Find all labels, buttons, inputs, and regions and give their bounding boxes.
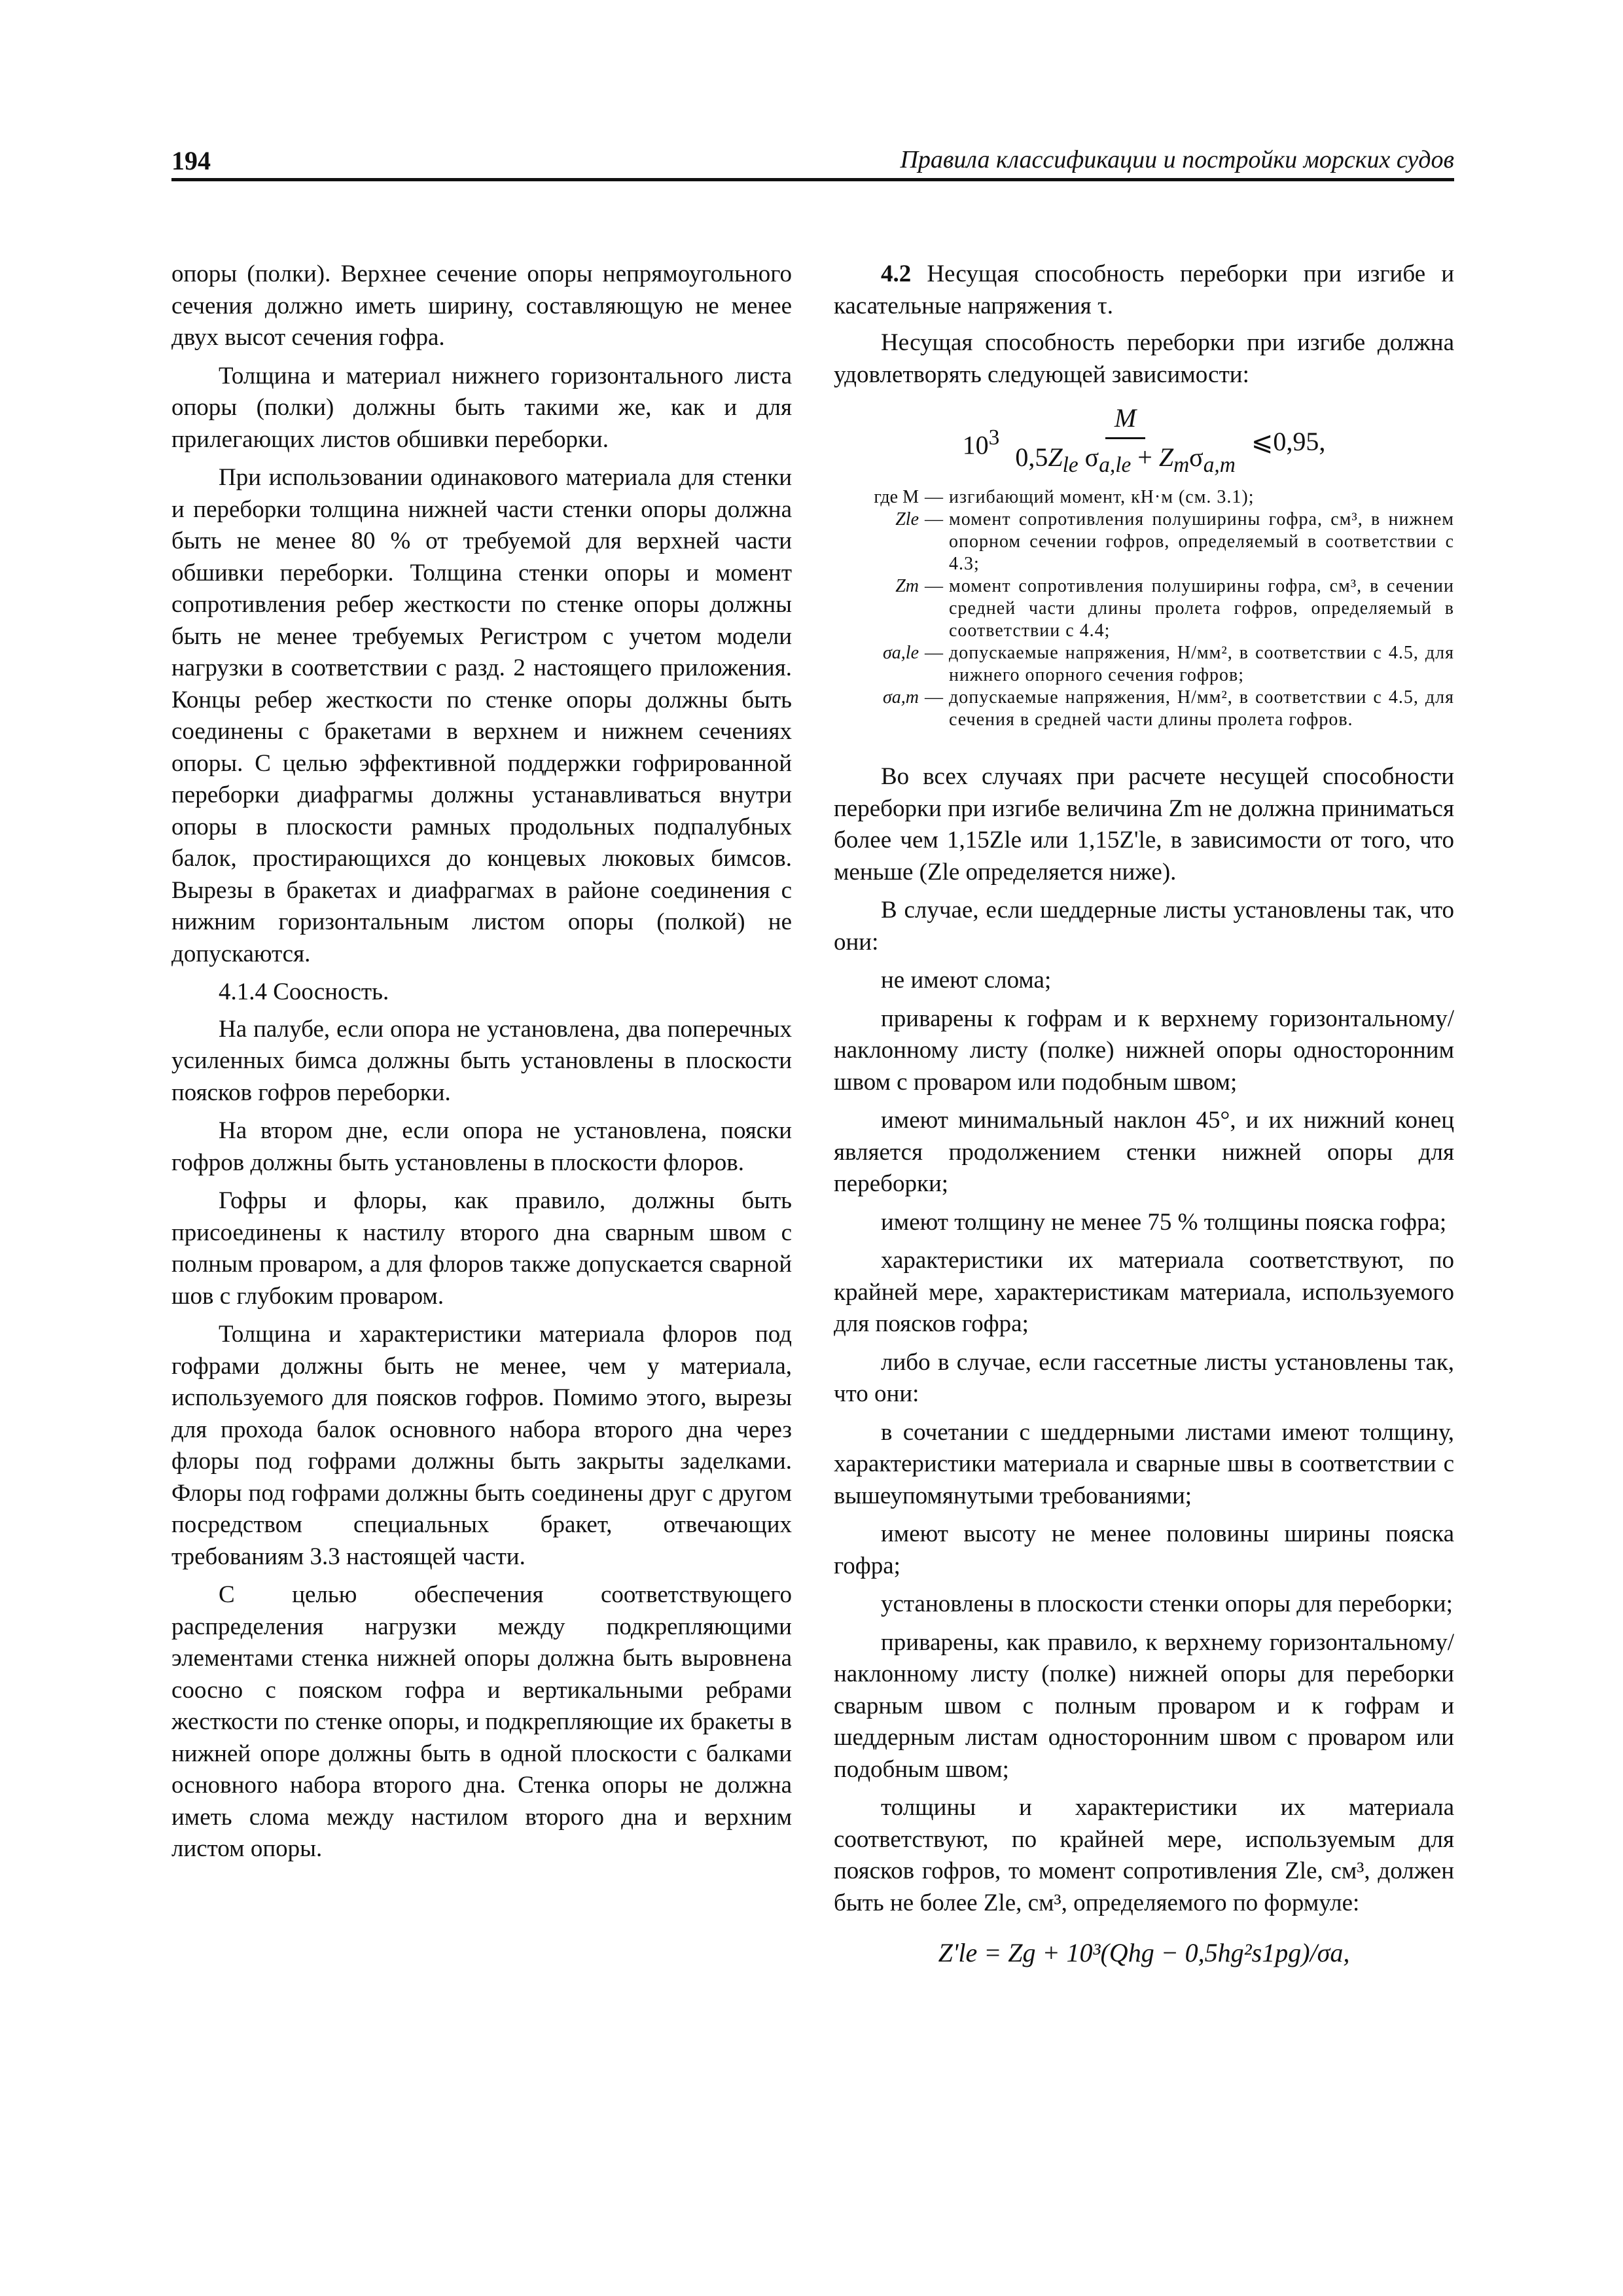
formula-fraction <box>1006 403 1244 481</box>
formula-definitions <box>834 486 1454 731</box>
paragraph: Во всех случаях при расчете несущей способности переборки при изгибе величина Zm не должна приниматься более чем 1,15Zle или 1,15Z'le, в зависимости от того, что меньше (Zle определяется ниже). <box>834 763 1454 886</box>
paragraph: толщины и характеристики их материала соответствуют, по крайней мере, используемым для поясков гофров, то момент сопротивления Zle, см³, должен быть не более Zle, см³, определяемого по формуле: <box>834 1794 1454 1916</box>
section-title: Соосность. <box>273 978 389 1005</box>
formula-rhs: ⩽0,95, <box>1251 426 1326 456</box>
paragraph: Толщина и материал нижнего горизонтального листа опоры (полки) должны быть такими же, как и для прилегающих листов обшивки переборки. <box>171 362 792 453</box>
paragraph: С целью обеспечения соответствующего распределения нагрузки между подкрепляющими элементами стенка нижней опоры должна быть выровнена соосно с пояском гофра и вертикальными ребрами жесткости по стенке опоры, и подкрепляющие их бракеты в нижней опоре должны быть в одной плоскости с балками основного набора второго дна. Стенка опоры не должна иметь слома между настилом второго дна и верхним листом опоры. <box>171 1581 792 1862</box>
definition-row: σa,m — допускаемые напряжения, Н/мм², в соответствии с 4.5, для сечения в средней части длины пролета гофров. <box>882 687 1454 730</box>
section-number: 4.1.4 <box>219 978 267 1005</box>
bending-capacity-formula <box>834 403 1454 477</box>
page-header <box>171 145 1454 179</box>
paragraph: Несущая способность переборки при изгибе должна удовлетворять следующей зависимости: <box>834 329 1454 388</box>
paragraph: не имеют слома; <box>881 967 1052 994</box>
left-column <box>171 259 792 1872</box>
paragraph: характеристики их материала соответствуют, по крайней мере, характеристикам материала, используемого для поясков гофра; <box>834 1247 1454 1337</box>
right-column <box>834 259 1454 1969</box>
paragraph: имеют высоту не менее половины ширины пояска гофра; <box>834 1520 1454 1579</box>
paragraph: опоры (полки). Верхнее сечение опоры непрямоугольного сечения должно иметь ширину, составляющую не менее двух высот сечения гофра. <box>171 260 792 351</box>
section-number: 4.2 <box>881 260 912 287</box>
definition-row: где M — изгибающий момент, кН·м (см. 3.1); <box>874 487 1255 507</box>
paragraph: имеют минимальный наклон 45°, и их нижний конец является продолжением стенки нижней опоры для переборки; <box>834 1107 1454 1197</box>
paragraph: приварены к гофрам и к верхнему горизонтальному/наклонному листу (полке) нижней опоры односторонним швом с проваром или подобным швом; <box>834 1005 1454 1096</box>
paragraph: либо в случае, если гассетные листы установлены так, что они: <box>834 1348 1454 1407</box>
paragraph: На палубе, если опора не установлена, два поперечных усиленных бимса должны быть установлены в плоскости поясков гофров переборки. <box>171 1015 792 1106</box>
paragraph: На втором дне, если опора не установлена, пояски гофров должны быть установлены в плоскости флоров. <box>171 1117 792 1176</box>
definition-row: σa,le — допускаемые напряжения, Н/мм², в соответствии с 4.5, для нижнего опорного сечения гофров; <box>882 643 1454 685</box>
formula-coefficient: $10^3$ <box>962 425 1000 460</box>
formula-denominator: $0,5Z_{le}$ $\sigma_{a,le} + Z_m\sigma_{a,m}$ <box>1015 442 1236 477</box>
paragraph: В случае, если шеддерные листы установлены так, что они: <box>834 897 1454 956</box>
paragraph: Гофры и флоры, как правило, должны быть присоединены к настилу второго дна сварным швом с полным проваром, а для флоров также допускается сварной шов с глубоким проваром. <box>171 1187 792 1310</box>
section-modulus-formula: Z'le = Zg + 10³(Qhg − 0,5hg²s1pg)/σa, <box>938 1938 1350 1967</box>
paragraph: в сочетании с шеддерными листами имеют толщину, характеристики материала и сварные швы в соответствии с вышеупомянутыми требованиями; <box>834 1418 1454 1509</box>
paragraph: При использовании одинакового материала для стенки и переборки толщина нижней части стенки опоры должна быть не менее 80 % от требуемой для верхней части обшивки переборки. Толщина стенки опоры и момент сопротивления ребер жесткости по стенке опоры должны быть не менее требуемых Регистром с учетом модели нагрузки в соответствии с разд. 2 настоящего приложения. Концы ребер жесткости по стенке опоры должны быть соединены с бракетами в верхнем и нижнем сечениях опоры. С целью эффективной поддержки гофрированной переборки диафрагмы должны устанавливаться внутри опоры в плоскости рамных продольных подпалубных балок, простирающихся до концевых люковых бимсов. Вырезы в бракетах и диафрагмах в районе соединения с нижним горизонтальным листом опоры (полкой) не допускаются. <box>171 464 792 967</box>
formula-numerator: M <box>1105 403 1145 439</box>
definition-row: Zle — момент сопротивления полуширины гофра, см³, в нижнем опорном сечении гофров, определяемый в соответствии с 4.3; <box>895 509 1454 574</box>
paragraph: имеют толщину не менее 75 % толщины пояска гофра; <box>881 1208 1447 1236</box>
paragraph: установлены в плоскости стенки опоры для переборки; <box>881 1590 1453 1617</box>
section-heading-4-2 <box>834 259 1454 322</box>
section-title: Несущая способность переборки при изгибе и касательные напряжения τ. <box>834 260 1454 319</box>
header-rule <box>171 178 1454 181</box>
paragraph: приварены, как правило, к верхнему горизонтальному/наклонному листу (полке) нижней опоры для переборки сварным швом с полным проваром и к гофрам и шеддерным листам односторонним швом с проваром или подобным швом; <box>834 1628 1454 1783</box>
page-number: 194 <box>171 146 211 175</box>
paragraph: Толщина и характеристики материала флоров под гофрами должны быть не менее, чем у материала, используемого для поясков гофров. Помимо этого, вырезы для прохода балок основного набора второго дна через флоры под гофрами должны быть закрыты заделками. Флоры под гофрами должны быть соединены друг с другом посредством специальных бракет, отвечающих требованиям 3.3 настоящей части. <box>171 1321 792 1570</box>
definition-row: Zm — момент сопротивления полуширины гофра, см³, в сечении средней части длины пролета гофров, определяемый в соответствии с 4.4; <box>895 576 1454 641</box>
running-title: Правила классификации и постройки морских судов <box>900 146 1454 173</box>
section-heading-4-1-4 <box>171 977 792 1009</box>
